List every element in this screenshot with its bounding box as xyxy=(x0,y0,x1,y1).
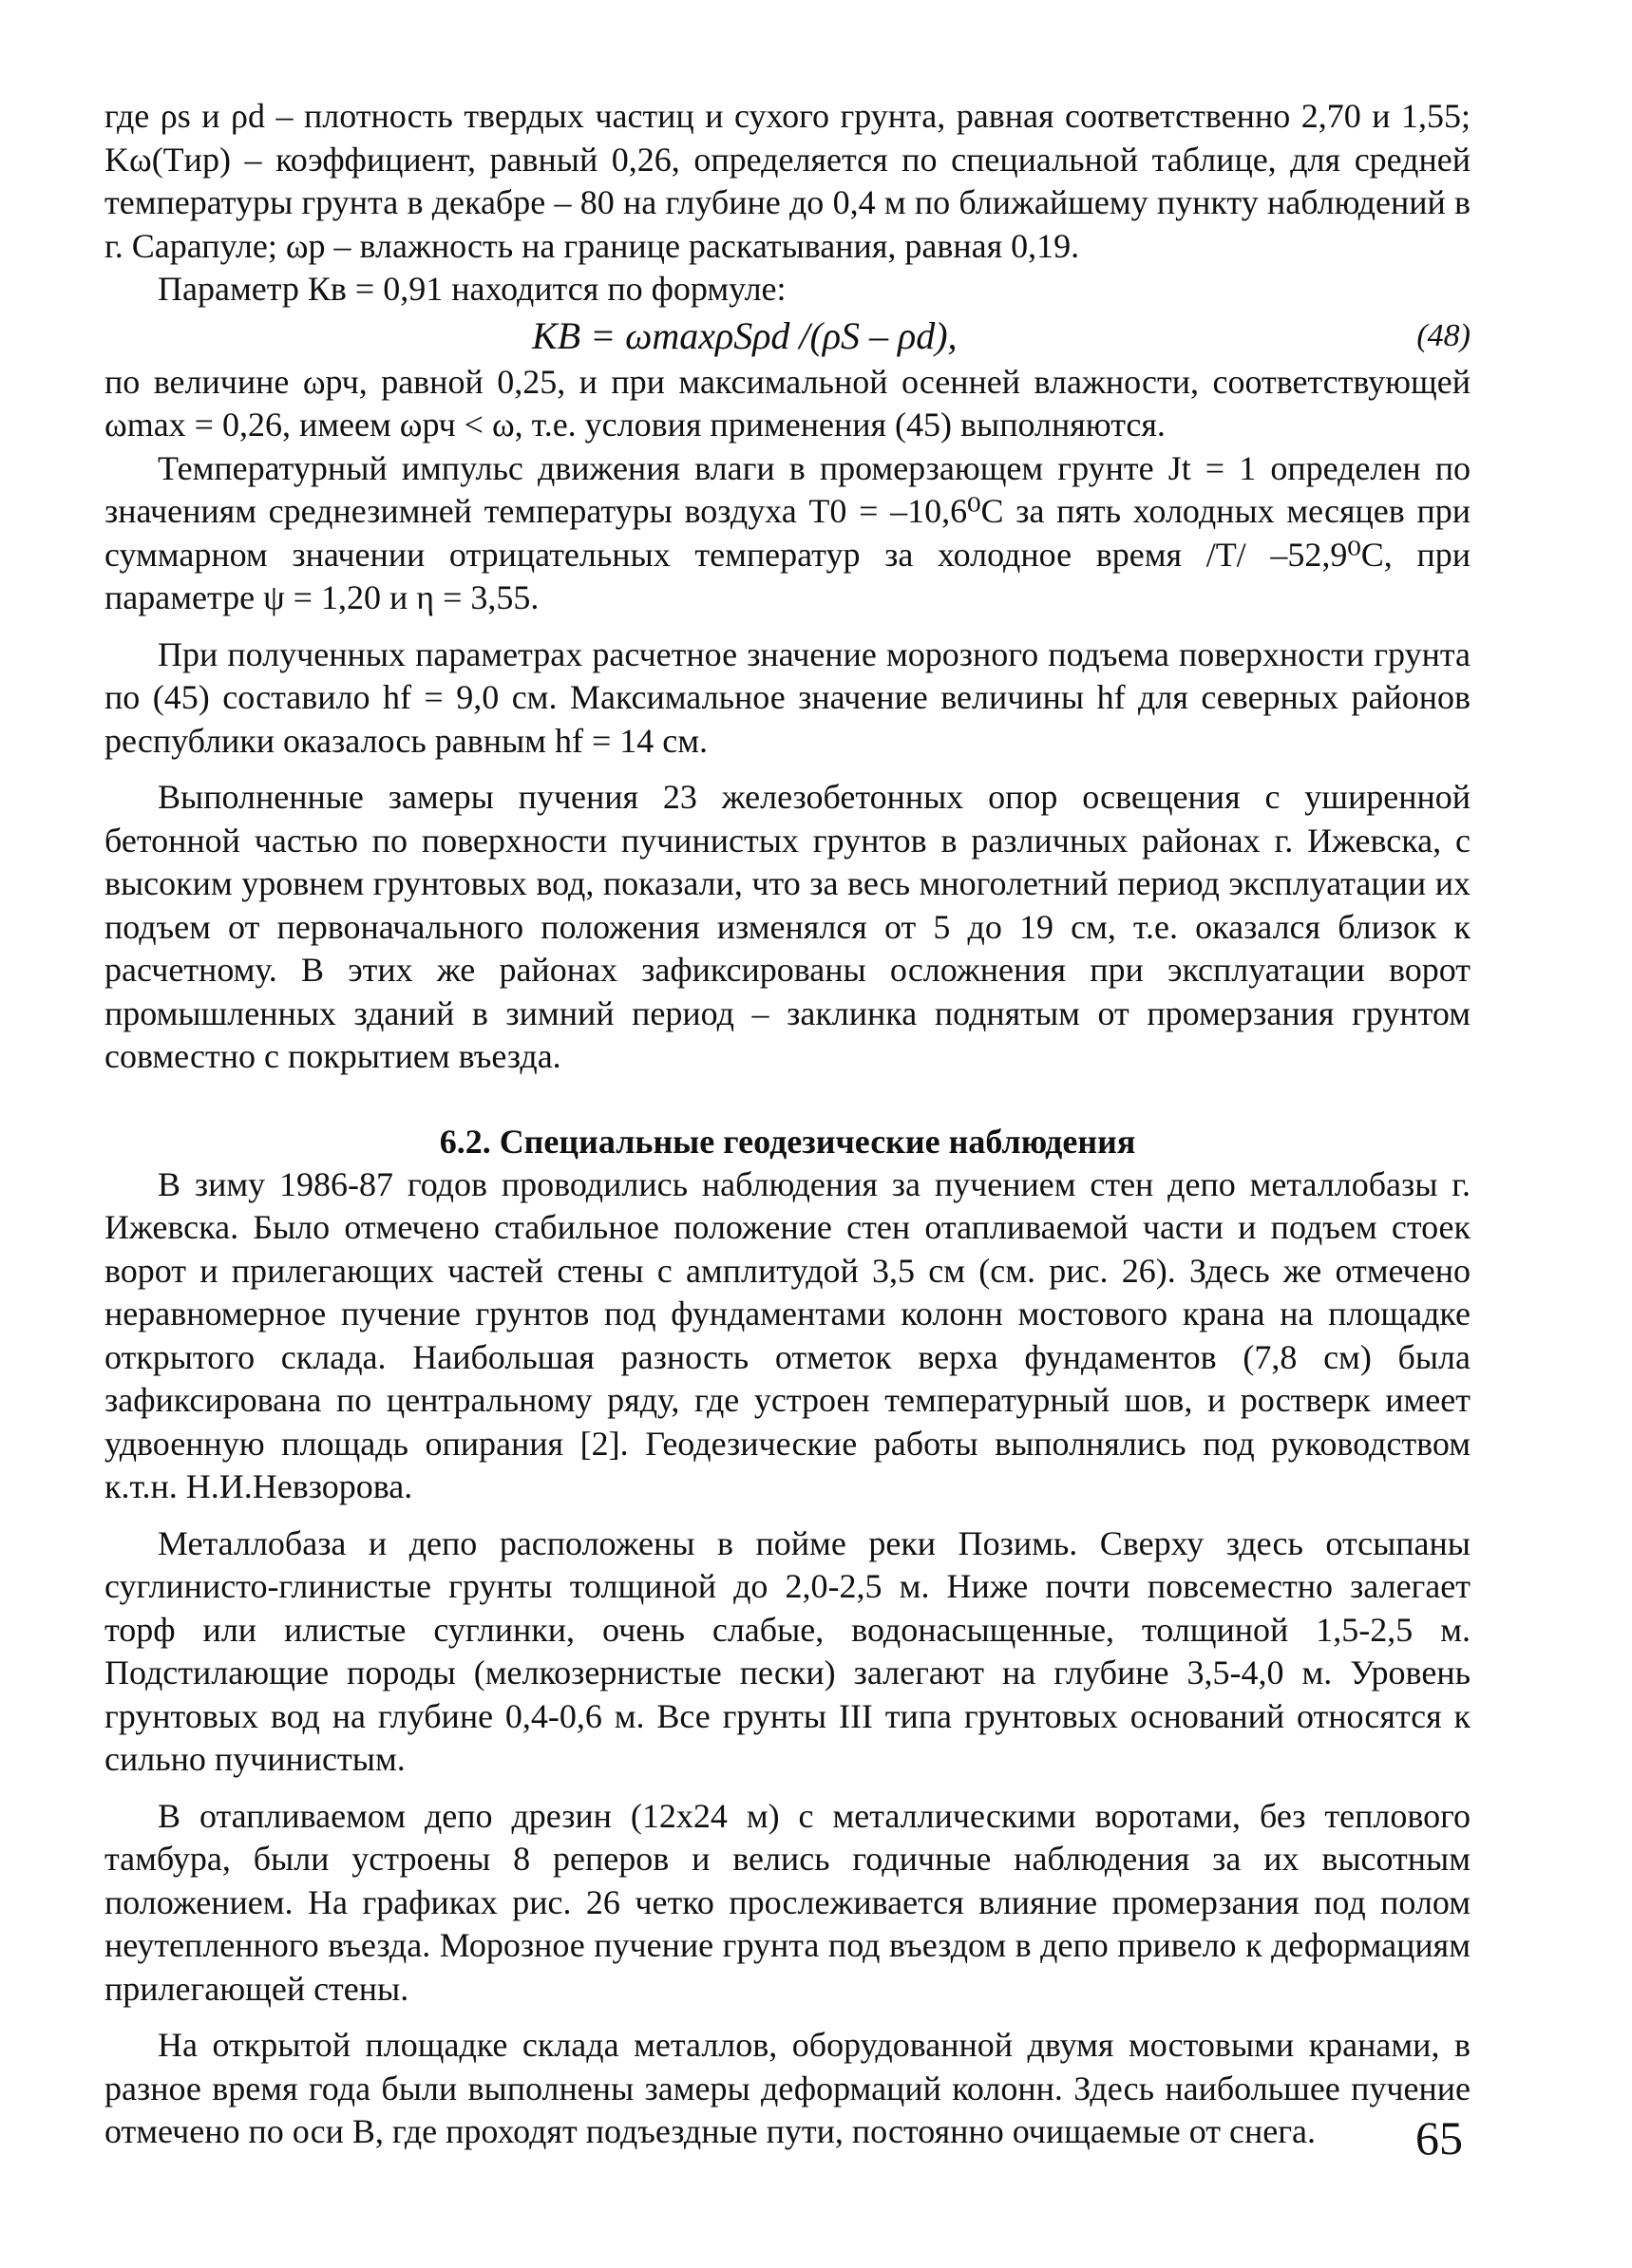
paragraph-open-storage: На открытой площадке склада металлов, оборудованной двумя мостовыми кранами, в разное время года были выполнены замеры деформаций колонн. Здесь наибольшее пучение отмечено по оси В, где проходят подъездные пути, постоянно очищаемые от снега. xyxy=(104,2026,1471,2150)
paragraph-temperature-impulse: Температурный импульс движения влаги в промерзающем грунте Jt = 1 определен по значениям среднезимней температуры воздуха T0 = –10,6⁰C за пять холодных месяцев при суммарном значении отрицательных температур за холодное время /T/ –52,9⁰C, при параметре ψ = 1,20 и η = 3,55. xyxy=(104,448,1471,616)
paragraph-parameter-kv: Параметр Кв = 0,91 находится по формуле: xyxy=(158,270,787,308)
section-heading: 6.2. Специальные геодезические наблюдения xyxy=(439,1122,1136,1161)
paragraph-site-geology: Металлобаза и депо расположены в пойме реки Позимь. Сверху здесь отсыпаны суглинисто-глинистые грунты толщиной до 2,0-2,5 м. Ниже почти повсеместно залегает торф или илистые суглинки, очень слабые, водонасыщенные, толщиной 1,5-2,5 м. Подстилающие породы (мелкозернистые пески) залегают на глубине 3,5-4,0 м. Уровень грунтовых вод на глубине 0,4-0,6 м. Все грунты III типа грунтовых оснований относятся к сильно пучинистым. xyxy=(104,1523,1471,1778)
page-content xyxy=(104,95,1471,2154)
formula-expression: KB = ωmaxρSρd /(ρS – ρd), xyxy=(532,313,958,357)
paragraph-heated-depot: В отапливаемом депо дрезин (12х24 м) с металлическими воротами, без теплового тамбура, были устроены 8 реперов и велись годичные наблюдения за их высотным положением. На графиках рис. 26 четко прослеживается влияние промерзания под полом неутепленного въезда. Морозное пучение грунта под въездом в депо привело к деформациям прилегающей стены. xyxy=(104,1796,1471,2008)
paragraph-winter-observations: В зиму 1986-87 годов проводились наблюдения за пучением стен депо металлобазы г. Ижевска. Было отмечено стабильное положение стен отапливаемой части и подъем стоек ворот и прилегающих частей стены с амплитудой 3,5 см (см. рис. 26). Здесь же отмечено неравномерное пучение грунтов под фундаментами колонн мостового крана на площадке открытого склада. Наибольшая разность отметок верха фундаментов (7,8 см) была зафиксирована по центральному ряду, где устроен температурный шов, и ростверк имеет удвоенную площадь опирания [2]. Геодезические работы выполнялись под руководством к.т.н. Н.И.Невзорова. xyxy=(104,1164,1471,1505)
page-number: 65 xyxy=(1415,2111,1463,2164)
formula-48 xyxy=(104,312,1471,361)
paragraph-definitions: где ρs и ρd – плотность твердых частиц и сухого грунта, равная соответственно 2,70 и 1,55; Kω(Tир) – коэффициент, равный 0,26, определяется по специальной таблице, для средней температуры грунта в декабре – 80 на глубине до 0,4 м по ближайшему пункту наблюдений в г. Сарапуле; ωp – влажность на границе раскатывания, равная 0,19. xyxy=(104,97,1471,265)
paragraph-conditions: по величине ωрч, равной 0,25, и при максимальной осенней влажности, соответствующей ωmax = 0,26, имеем ωрч < ω, т.е. условия применения (45) выполняются. xyxy=(104,362,1471,444)
formula-number: (48) xyxy=(1416,317,1471,353)
paragraph-frost-heave: При полученных параметрах расчетное значение морозного подъема поверхности грунта по (45) составило hf = 9,0 см. Максимальное значение величины hf для северных районов республики оказалось равным hf = 14 см. xyxy=(104,634,1471,760)
paragraph-measurements: Выполненные замеры пучения 23 железобетонных опор освещения с уширенной бетонной частью по поверхности пучинистых грунтов в различных районах г. Ижевска, с высоким уровнем грунтовых вод, показали, что за весь многолетний период эксплуатации их подъем от первоначального положения изменялся от 5 до 19 см, т.е. оказался близок к расчетному. В этих же районах зафиксированы осложнения при эксплуатации ворот промышленных зданий в зимний период – заклинка поднятым от промерзания грунтом совместно с покрытием въезда. xyxy=(104,778,1471,1075)
